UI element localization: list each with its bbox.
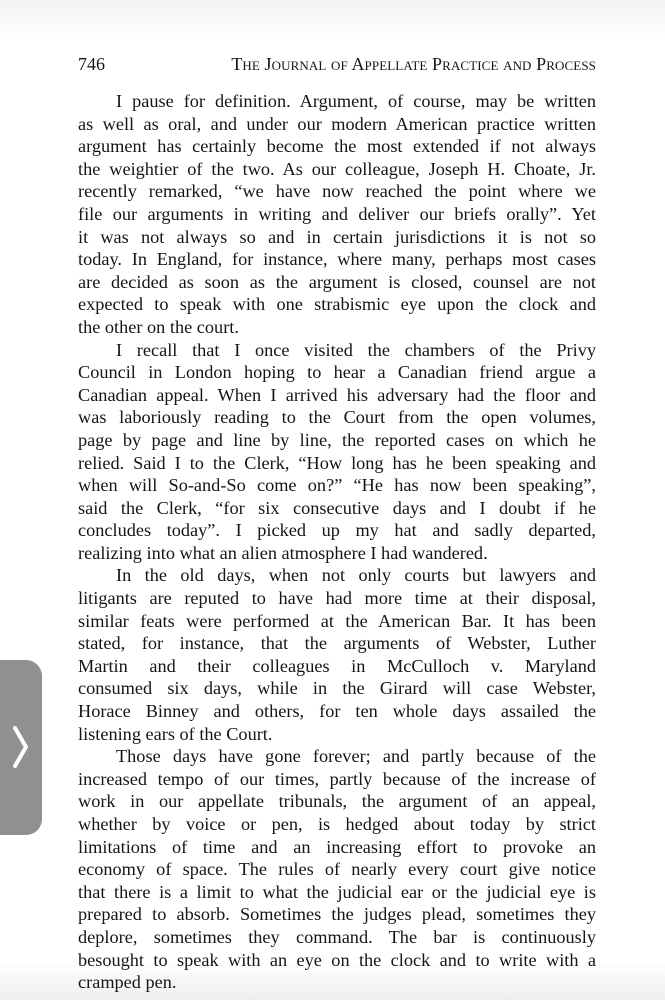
text-line: page by page and line by line, the reported cases on which he (78, 429, 596, 450)
text-line: file our arguments in writing and deliver our briefs orally”. Yet (78, 203, 596, 224)
text-line: the other on the court. (78, 316, 239, 337)
running-head (78, 52, 596, 76)
text-line: the weightier of the two. As our colleague, Joseph H. Choate, Jr. (78, 158, 596, 179)
text-line: limitations of time and an increasing effort to provoke an (78, 836, 596, 857)
text-line: similar feats were performed at the American Bar. It has been (78, 610, 596, 631)
text-line: I recall that I once visited the chambers of the Privy (116, 339, 596, 360)
text-line: In the old days, when not only courts but lawyers and (116, 565, 596, 586)
text-line: Council in London hoping to hear a Canadian friend argue a (78, 362, 596, 383)
text-line: listening ears of the Court. (78, 723, 273, 744)
text-line: recently remarked, “we have now reached the point where we (78, 181, 596, 202)
text-line: deplore, sometimes they command. The bar is continuously (78, 926, 596, 947)
journal-title: The Journal of Appellate Practice and Process (231, 54, 596, 74)
text-line: consumed six days, while in the Girard will case Webster, (78, 678, 596, 699)
text-line: litigants are reputed to have had more time at their disposal, (78, 588, 596, 609)
text-line: besought to speak with an eye on the clock and to write with a (78, 949, 596, 970)
text-line: was laboriously reading to the Court from the open volumes, (78, 407, 596, 428)
text-line: whether by voice or pen, is hedged about today by strict (78, 814, 596, 834)
text-line: cramped pen. (78, 972, 177, 993)
text-line: as well as oral, and under our modern American practice written (78, 113, 596, 134)
text-line: relied. Said I to the Clerk, “How long has he been speaking and (78, 452, 596, 473)
text-line: economy of space. The rules of nearly every court give notice (78, 859, 596, 880)
paragraph-privy-council (78, 339, 596, 565)
paragraph-old-days (78, 564, 596, 745)
article-body (78, 90, 596, 994)
text-line: prepared to absorb. Sometimes the judges plead, sometimes they (78, 904, 596, 925)
text-line: it was not always so and in certain jurisdictions it is not so (78, 226, 596, 247)
text-line: argument has certainly become the most extended if not always (78, 136, 596, 157)
text-line: I pause for definition. Argument, of course, may be written (116, 91, 596, 111)
text-line: Canadian appeal. When I arrived his adversary had the floor and (78, 384, 596, 405)
paragraph-modern-limits (78, 745, 596, 994)
text-line: increased tempo of our times, partly because of the increase of (78, 768, 596, 789)
text-line: Those days have gone forever; and partly because of the (116, 746, 596, 767)
text-line: said the Clerk, “for six consecutive days and I doubt if he (78, 497, 596, 518)
paragraph-definition (78, 90, 596, 339)
text-line: concludes today”. I picked up my hat and sadly departed, (78, 520, 596, 541)
text-line: that there is a limit to what the judicial ear or the judicial eye is (78, 881, 596, 902)
text-line: realizing into what an alien atmosphere I had wandered. (78, 542, 488, 563)
text-line: expected to speak with one strabismic eye upon the clock and (78, 294, 596, 315)
text-line: when will So-and-So come on?” “He has now been speaking”, (78, 475, 596, 496)
text-line: work in our appellate tribunals, the argument of an appeal, (78, 791, 596, 812)
text-line: Martin and their colleagues in McCulloch v. Maryland (78, 655, 596, 676)
text-line: are decided as soon as the argument is closed, counsel are not (78, 271, 596, 292)
text-line: today. In England, for instance, where many, perhaps most cases (78, 249, 596, 270)
chevron-right-icon (11, 722, 31, 772)
page-top-shadow (0, 0, 665, 40)
page-number: 746 (78, 54, 105, 74)
next-page-tab[interactable] (0, 660, 42, 835)
text-line: stated, for instance, that the arguments of Webster, Luther (78, 633, 596, 654)
text-line: Horace Binney and others, for ten whole days assailed the (78, 701, 596, 722)
